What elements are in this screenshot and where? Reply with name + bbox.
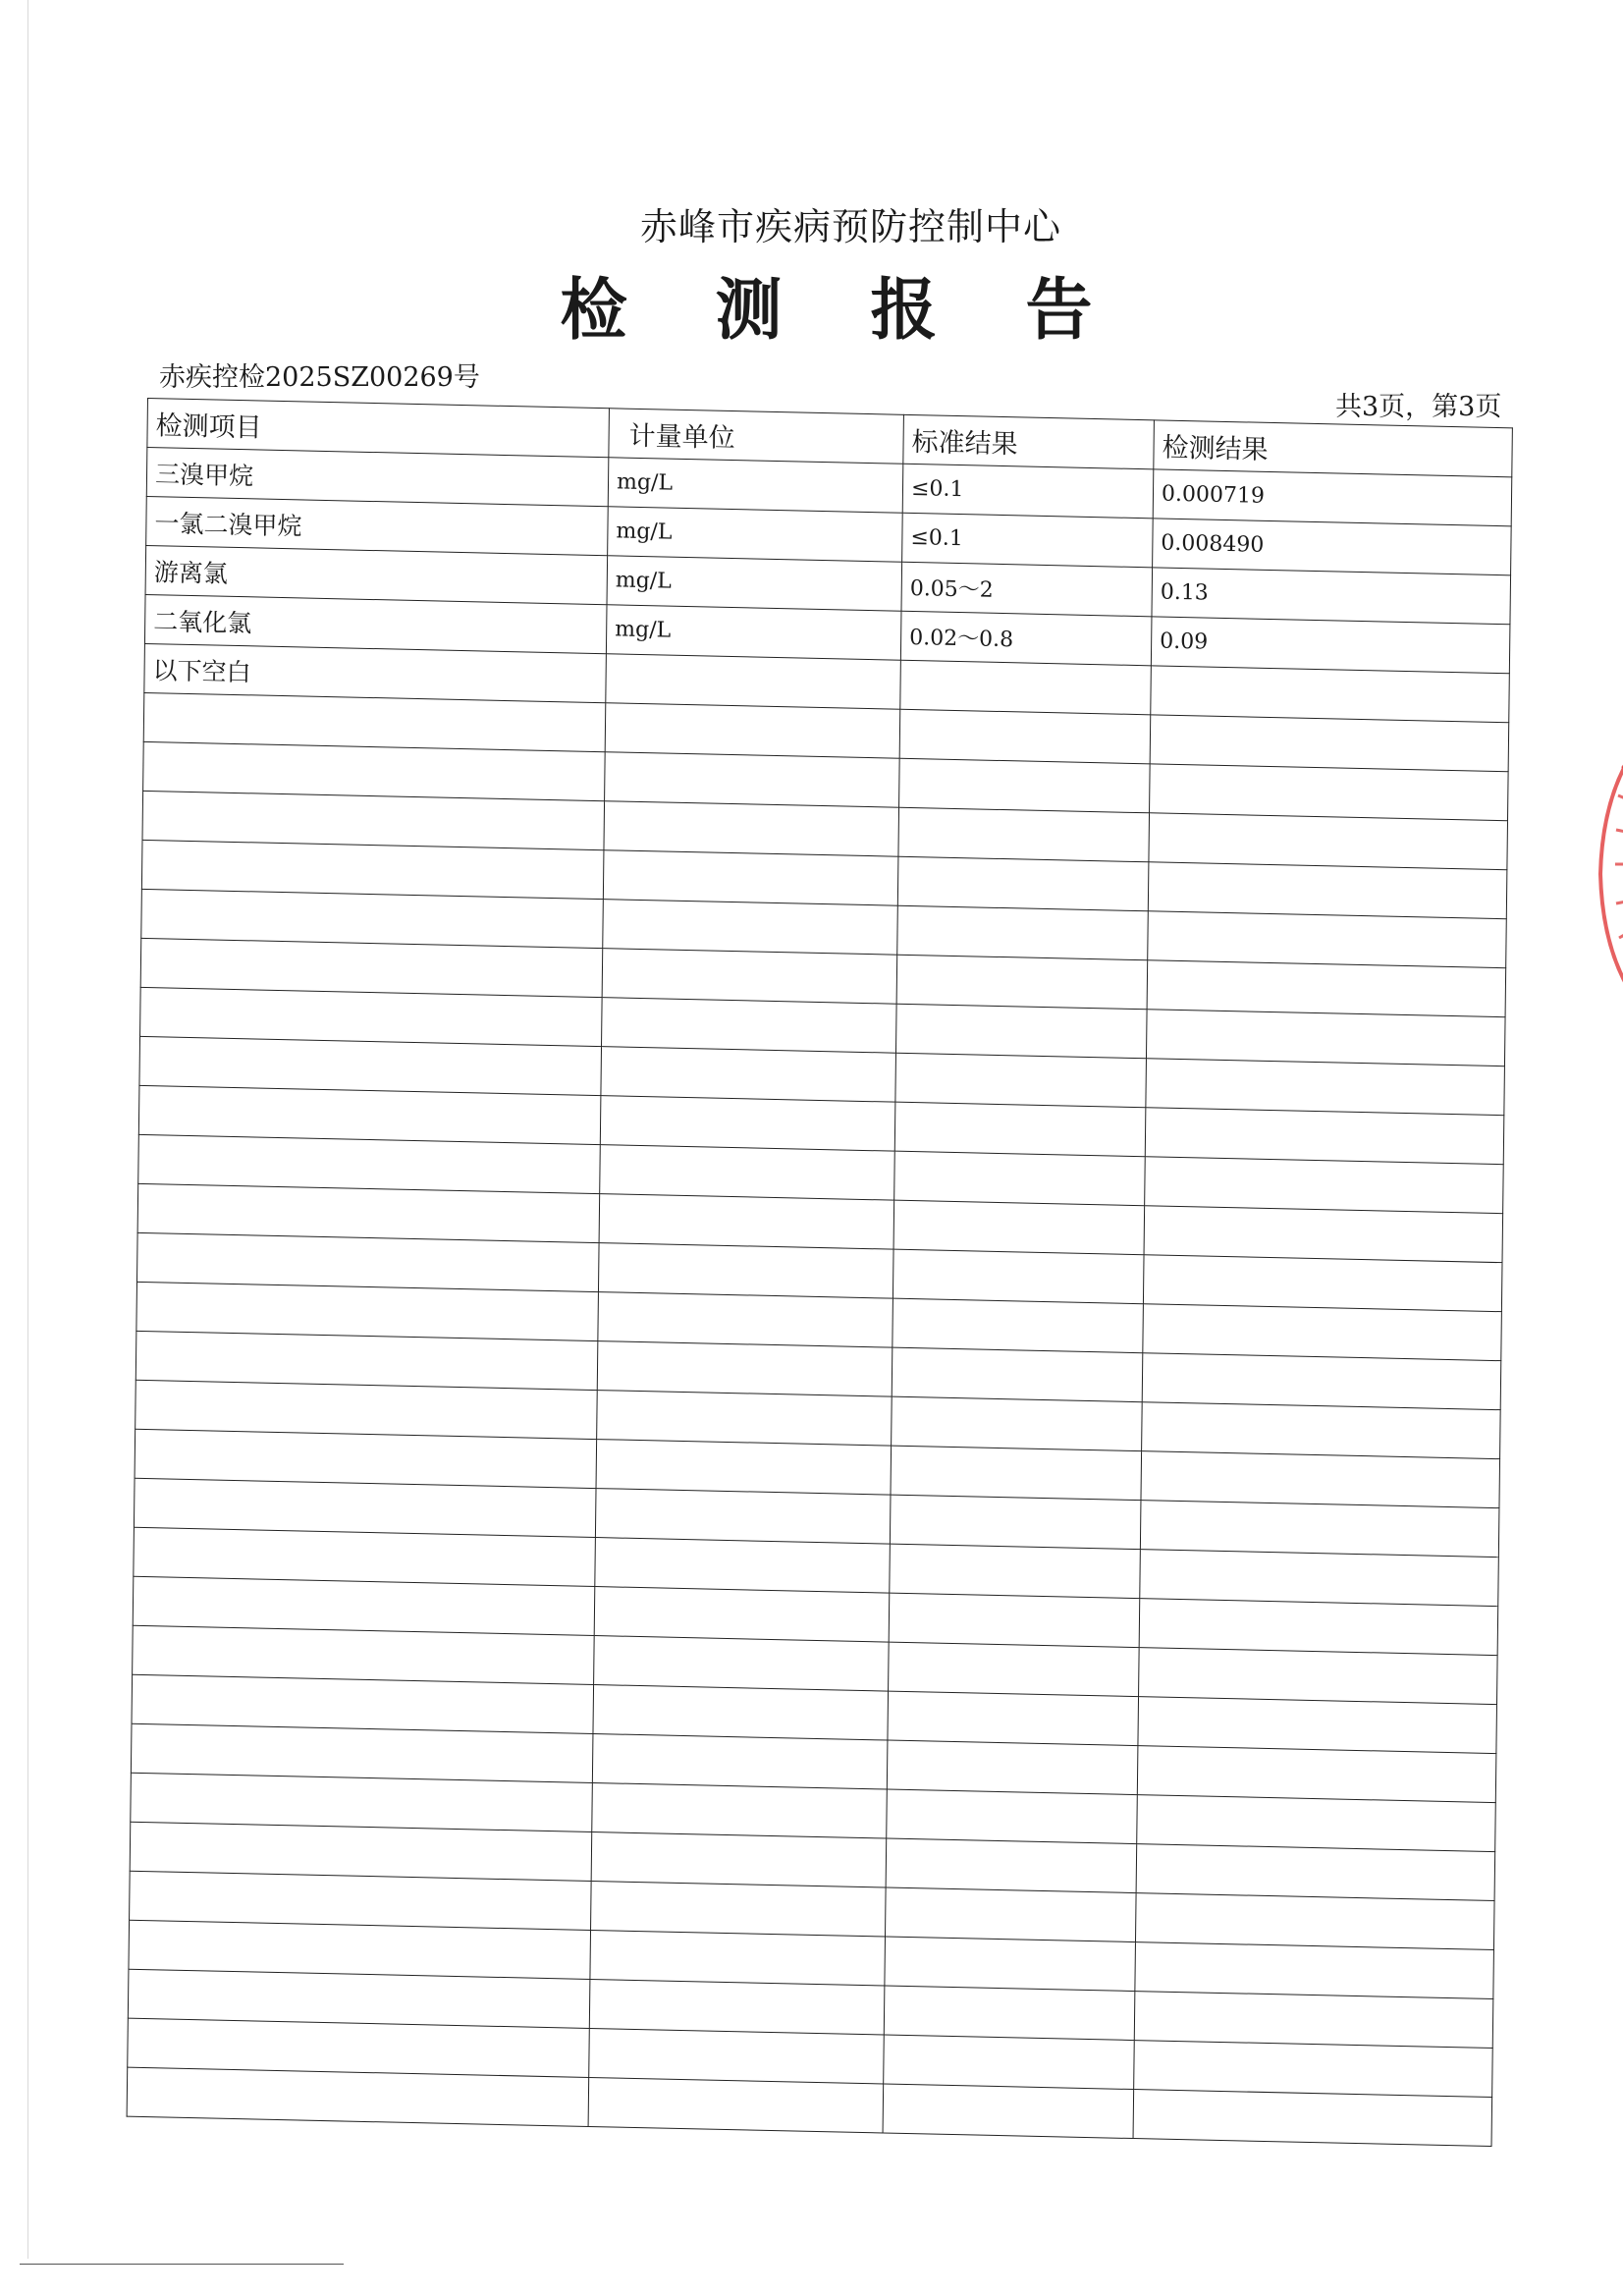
result-cell bbox=[1151, 666, 1510, 723]
empty-cell bbox=[899, 758, 1151, 813]
item-cell: 三溴甲烷 bbox=[146, 448, 609, 507]
result-cell: 0.09 bbox=[1151, 617, 1510, 674]
empty-cell bbox=[597, 1391, 893, 1447]
empty-cell bbox=[1140, 1501, 1499, 1558]
empty-cell bbox=[604, 801, 899, 857]
empty-cell bbox=[1142, 1402, 1501, 1459]
empty-cell bbox=[603, 900, 898, 956]
standard-cell: ≤0.1 bbox=[902, 513, 1154, 568]
empty-cell bbox=[1147, 960, 1506, 1017]
empty-cell bbox=[1135, 1942, 1494, 1999]
empty-cell bbox=[889, 1642, 1140, 1697]
unit-cell: mg/L bbox=[608, 458, 903, 514]
empty-cell bbox=[892, 1396, 1143, 1451]
empty-cell bbox=[598, 1292, 893, 1348]
empty-cell bbox=[893, 1298, 1144, 1353]
empty-cell bbox=[589, 2028, 885, 2084]
empty-cell bbox=[603, 850, 898, 906]
empty-cell bbox=[1146, 1059, 1505, 1116]
empty-cell bbox=[894, 1102, 1146, 1157]
empty-cell bbox=[600, 1145, 895, 1201]
empty-cell bbox=[1145, 1157, 1504, 1214]
empty-cell bbox=[588, 2077, 884, 2133]
empty-cell bbox=[589, 1979, 885, 2035]
empty-cell bbox=[1142, 1353, 1501, 1410]
empty-cell bbox=[591, 1881, 887, 1937]
red-seal-stamp bbox=[1583, 737, 1623, 1011]
empty-cell bbox=[1148, 862, 1507, 919]
empty-cell bbox=[897, 905, 1149, 960]
unit-cell: mg/L bbox=[608, 507, 903, 563]
empty-cell bbox=[605, 703, 900, 759]
empty-cell bbox=[1141, 1451, 1500, 1508]
empty-cell bbox=[594, 1587, 890, 1643]
unit-cell: mg/L bbox=[607, 556, 902, 612]
empty-cell bbox=[1148, 911, 1507, 968]
item-cell: 一氯二溴甲烷 bbox=[146, 496, 609, 555]
empty-cell bbox=[890, 1544, 1141, 1599]
empty-cell bbox=[892, 1347, 1143, 1402]
column-header-unit: 计量单位 bbox=[609, 409, 904, 465]
empty-cell bbox=[884, 2035, 1135, 2090]
empty-cell bbox=[1149, 813, 1508, 870]
empty-cell bbox=[1137, 1795, 1496, 1852]
empty-cell bbox=[1150, 715, 1509, 772]
standard-cell: 0.05～2 bbox=[901, 562, 1153, 617]
empty-cell bbox=[605, 752, 900, 808]
results-table bbox=[127, 398, 1513, 2147]
result-cell: 0.000719 bbox=[1153, 469, 1512, 526]
empty-cell bbox=[886, 1887, 1137, 1942]
empty-cell bbox=[594, 1636, 890, 1692]
column-header-standard: 标准结果 bbox=[903, 414, 1155, 469]
empty-cell bbox=[893, 1200, 1145, 1255]
empty-cell bbox=[896, 955, 1148, 1010]
standard-cell: ≤0.1 bbox=[902, 464, 1154, 519]
empty-cell bbox=[593, 1685, 889, 1741]
empty-cell bbox=[595, 1489, 891, 1545]
column-header-result: 检测结果 bbox=[1154, 420, 1513, 477]
empty-cell bbox=[889, 1593, 1140, 1648]
empty-cell bbox=[1150, 764, 1509, 821]
empty-cell bbox=[890, 1495, 1141, 1550]
empty-cell bbox=[1145, 1108, 1504, 1165]
empty-cell bbox=[600, 1096, 895, 1152]
empty-cell bbox=[595, 1538, 891, 1594]
standard-cell: 0.02～0.8 bbox=[900, 611, 1152, 666]
empty-cell bbox=[884, 1986, 1135, 2041]
organization-name: 赤峰市疾病预防控制中心 bbox=[639, 205, 1061, 248]
empty-cell bbox=[891, 1446, 1142, 1501]
item-cell: 以下空白 bbox=[144, 643, 607, 702]
empty-cell bbox=[1144, 1206, 1503, 1263]
empty-cell bbox=[1134, 2041, 1493, 2098]
results-table-wrapper bbox=[127, 398, 1512, 2147]
empty-cell bbox=[591, 1831, 887, 1887]
unit-cell bbox=[606, 654, 901, 710]
result-cell: 0.13 bbox=[1152, 568, 1511, 625]
standard-cell bbox=[900, 660, 1152, 715]
empty-cell bbox=[597, 1341, 893, 1397]
empty-cell bbox=[888, 1691, 1139, 1746]
empty-cell bbox=[127, 2067, 589, 2126]
empty-cell bbox=[592, 1782, 888, 1838]
empty-cell bbox=[1146, 1010, 1505, 1066]
empty-cell bbox=[895, 1053, 1147, 1108]
empty-cell bbox=[1143, 1255, 1502, 1312]
empty-cell bbox=[899, 709, 1151, 764]
empty-cell bbox=[602, 998, 897, 1054]
empty-cell bbox=[886, 1838, 1137, 1893]
empty-cell bbox=[887, 1789, 1138, 1844]
column-header-item: 检测项目 bbox=[147, 399, 610, 458]
empty-cell bbox=[596, 1440, 892, 1496]
empty-cell bbox=[893, 1249, 1144, 1304]
empty-cell bbox=[1134, 1992, 1493, 2049]
result-cell: 0.008490 bbox=[1153, 519, 1512, 575]
unit-cell: mg/L bbox=[606, 605, 901, 661]
empty-cell bbox=[883, 2084, 1134, 2139]
empty-cell bbox=[895, 1004, 1147, 1059]
empty-cell bbox=[1138, 1697, 1497, 1754]
empty-cell bbox=[1143, 1304, 1502, 1361]
report-title: 检测报告 bbox=[560, 271, 1181, 350]
empty-cell bbox=[898, 807, 1150, 862]
item-cell: 游离氯 bbox=[145, 545, 608, 604]
results-table-body bbox=[127, 448, 1512, 2147]
empty-cell bbox=[601, 1047, 896, 1103]
empty-cell bbox=[599, 1194, 894, 1250]
empty-cell bbox=[897, 856, 1149, 911]
empty-cell bbox=[894, 1151, 1146, 1206]
empty-cell bbox=[1136, 1844, 1495, 1901]
empty-cell bbox=[1135, 1893, 1494, 1950]
empty-cell bbox=[602, 949, 897, 1005]
report-number: 赤疾控检2025SZ00269号 bbox=[159, 362, 480, 393]
empty-cell bbox=[592, 1734, 888, 1790]
empty-cell bbox=[1140, 1550, 1499, 1607]
empty-cell bbox=[590, 1930, 886, 1986]
empty-cell bbox=[1137, 1746, 1496, 1803]
empty-cell bbox=[598, 1243, 893, 1299]
scan-edge-line bbox=[27, 0, 28, 2259]
item-cell: 二氧化氯 bbox=[144, 594, 607, 653]
footer-rule bbox=[20, 2264, 344, 2265]
page-indicator: 共3页，第3页 bbox=[1335, 392, 1502, 422]
empty-cell bbox=[1139, 1599, 1498, 1656]
empty-cell bbox=[885, 1937, 1136, 1992]
empty-cell bbox=[1133, 2090, 1492, 2147]
empty-cell bbox=[887, 1740, 1138, 1795]
empty-cell bbox=[1139, 1648, 1498, 1705]
